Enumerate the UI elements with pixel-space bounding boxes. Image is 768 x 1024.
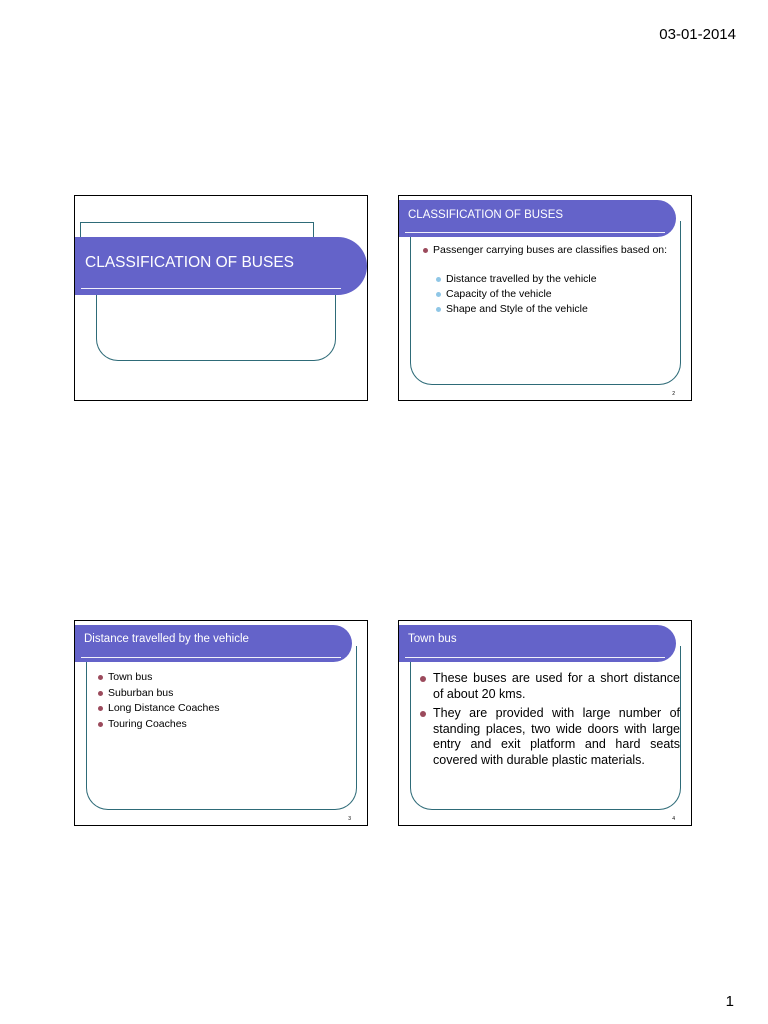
list-item: Shape and Style of the vehicle xyxy=(436,302,676,317)
bullet-dot xyxy=(436,277,441,282)
page-date: 03-01-2014 xyxy=(659,26,736,43)
slide-1 xyxy=(74,195,368,401)
bullet-dot xyxy=(436,307,441,312)
sub-list xyxy=(436,272,676,317)
list-item: Touring Coaches xyxy=(98,718,348,731)
bullet-dot xyxy=(420,676,426,682)
slide-number: 3 xyxy=(348,816,351,822)
bullet-dot xyxy=(423,248,428,253)
title-underline xyxy=(405,232,665,233)
bullet-dot xyxy=(98,691,103,696)
slide-number: 4 xyxy=(672,816,675,822)
bullet-dot xyxy=(98,722,103,727)
list-item: They are provided with large number of standing places, two wide doors with large entry and exit platform and hard seats covered with durable plastic materials. xyxy=(420,706,680,768)
list-item: Capacity of the vehicle xyxy=(436,287,676,302)
bullet-dot xyxy=(420,711,426,717)
slide-4 xyxy=(398,620,692,826)
slide-title: CLASSIFICATION OF BUSES xyxy=(85,254,295,271)
slide-title: CLASSIFICATION OF BUSES xyxy=(408,209,564,221)
bullet-list xyxy=(423,244,679,257)
slide-title: Distance travelled by the vehicle xyxy=(84,633,249,645)
bullet-dot xyxy=(98,706,103,711)
slide-title: Town bus xyxy=(408,633,457,645)
list-item: Long Distance Coaches xyxy=(98,702,348,715)
list-item: These buses are used for a short distance of about 20 kms. xyxy=(420,671,680,702)
slide-2 xyxy=(398,195,692,401)
list-item: Suburban bus xyxy=(98,687,348,700)
list-item: Town bus xyxy=(98,671,348,684)
bullet-list xyxy=(420,671,680,772)
slide-number: 2 xyxy=(672,391,675,397)
list-item: Distance travelled by the vehicle xyxy=(436,272,676,287)
slide-3 xyxy=(74,620,368,826)
page-number: 1 xyxy=(725,993,734,1010)
list-item: Passenger carrying buses are classifies based on: xyxy=(423,244,679,257)
bullet-dot xyxy=(436,292,441,297)
bullet-list xyxy=(98,671,348,733)
title-underline xyxy=(81,288,341,289)
title-underline xyxy=(81,657,341,658)
bullet-dot xyxy=(98,675,103,680)
title-underline xyxy=(405,657,665,658)
